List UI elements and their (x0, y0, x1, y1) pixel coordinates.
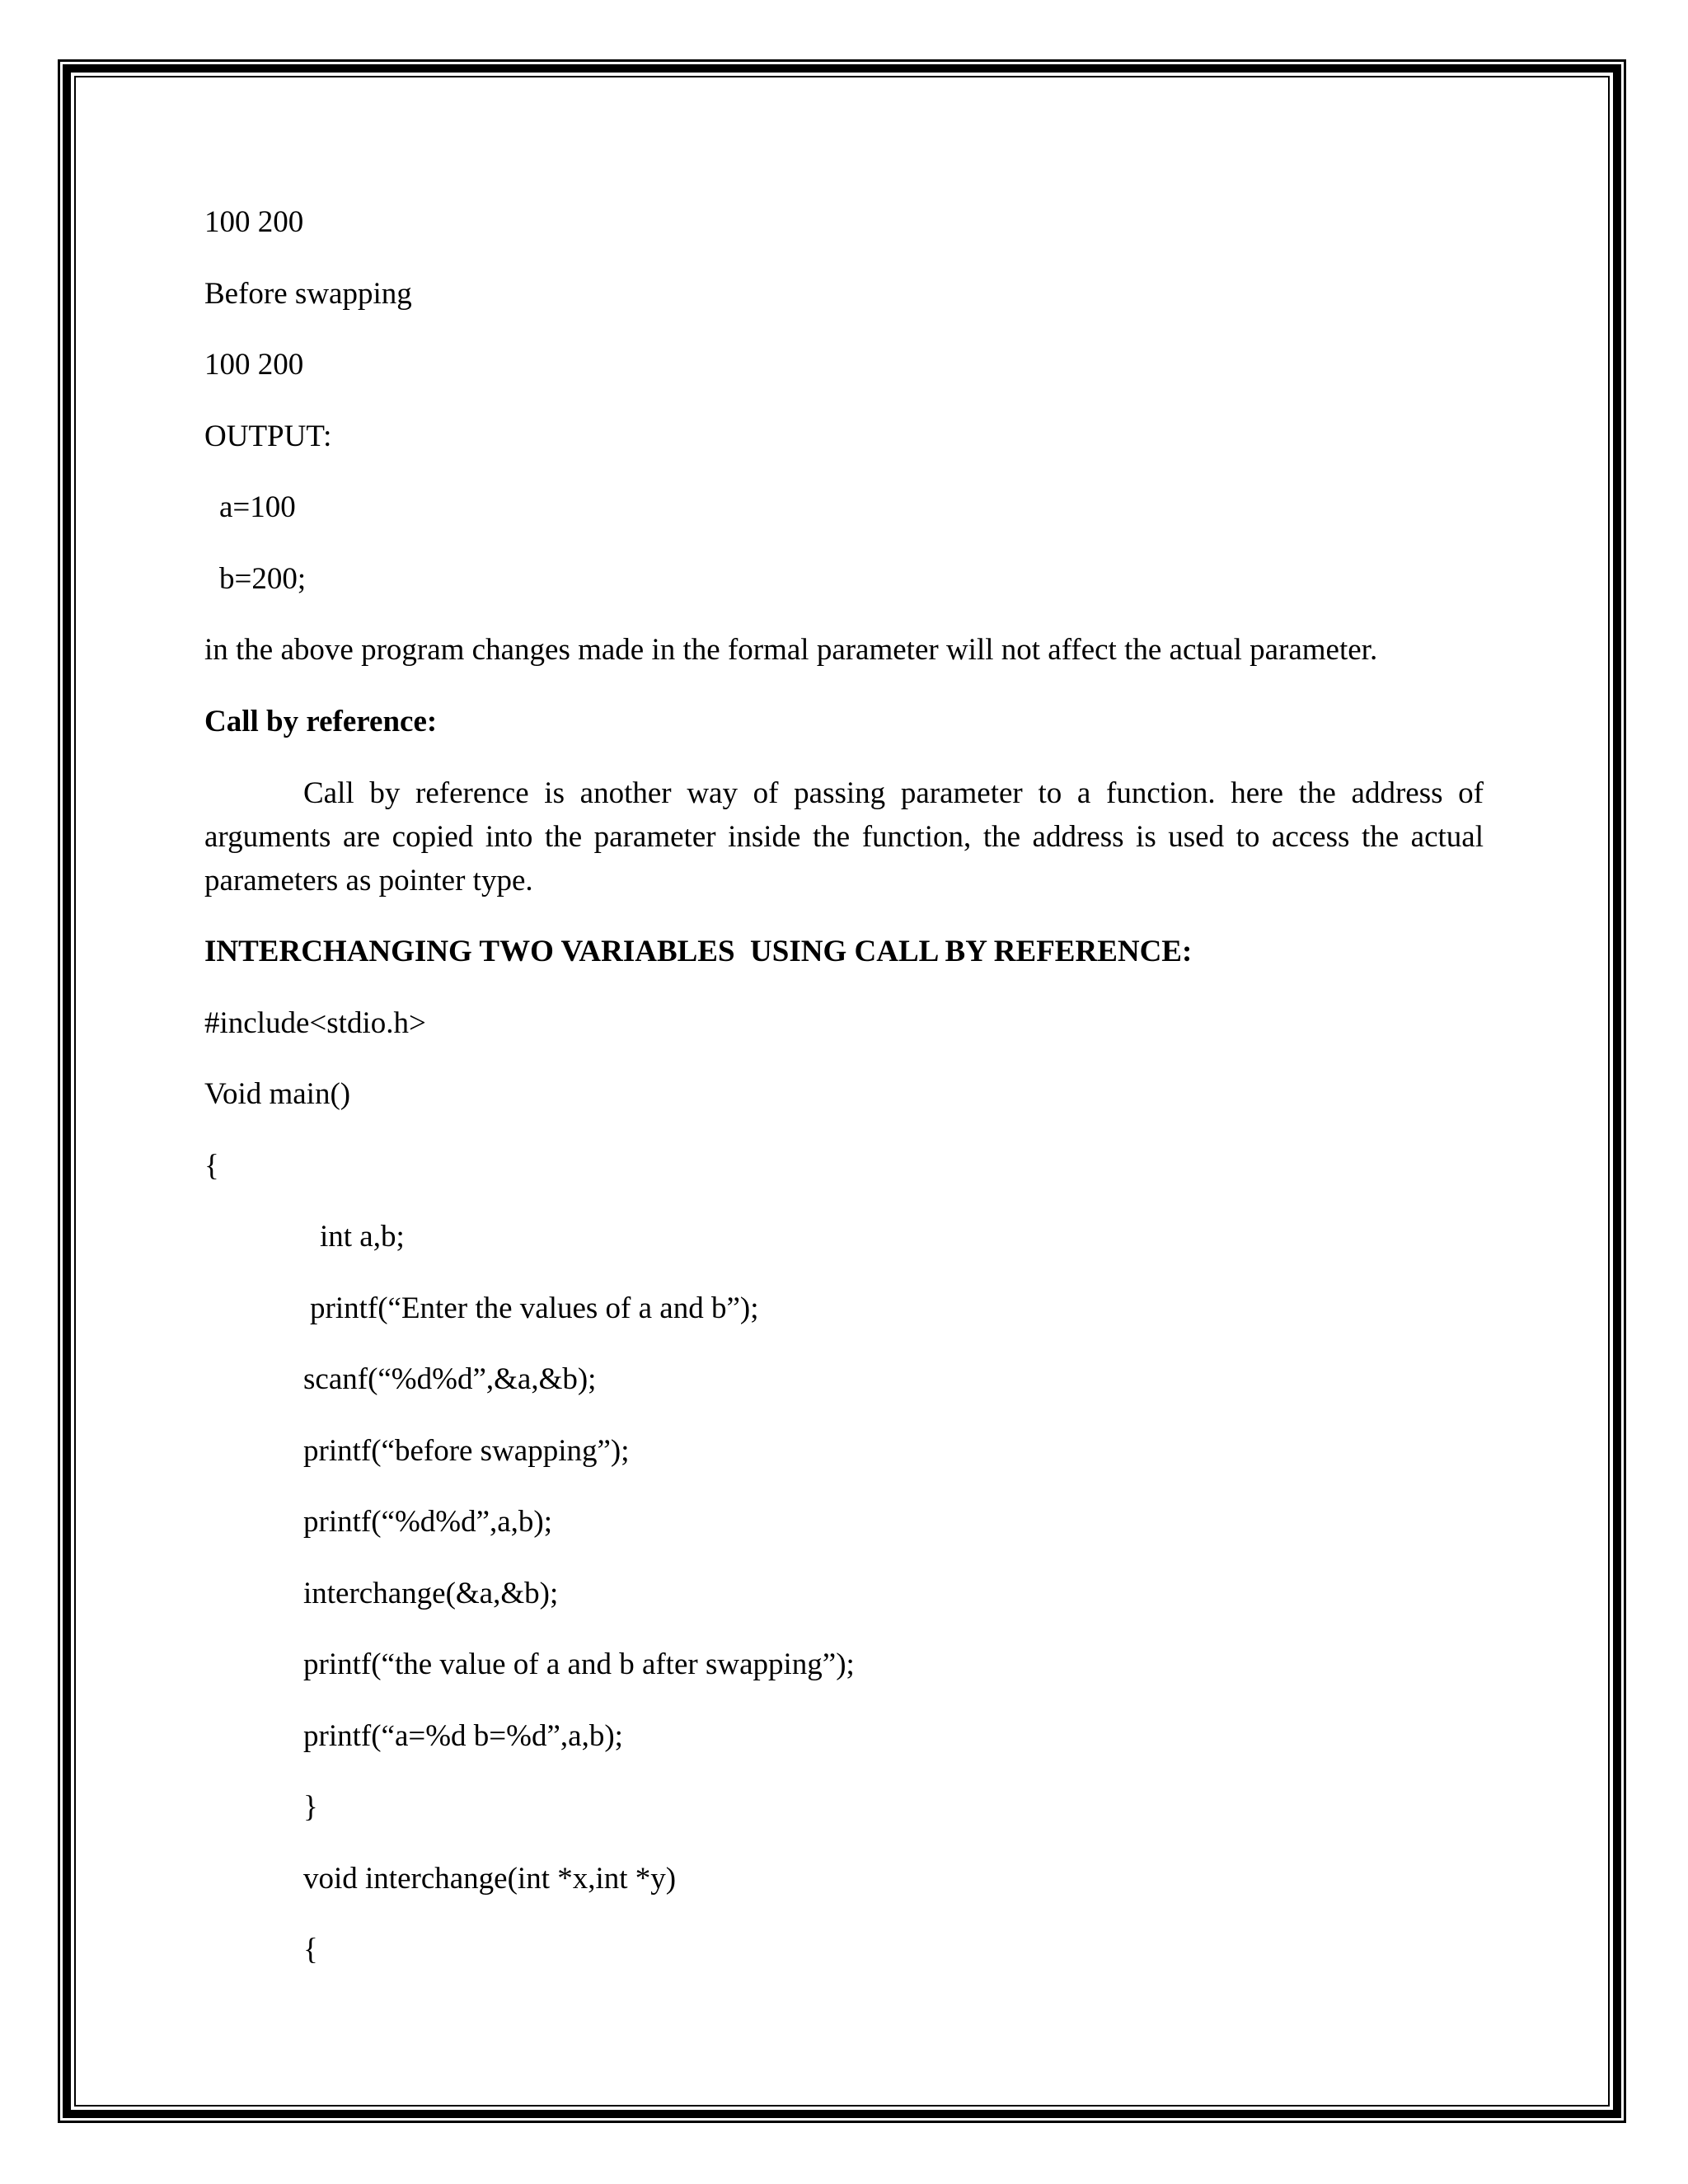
code-open-brace-2: { (303, 1933, 318, 1966)
note-line: in the above program changes made in the formal parameter will not affect the actual parameter. (204, 633, 1378, 667)
code-scanf: scanf(“%d%d”,&a,&b); (303, 1362, 597, 1396)
code-include: #include<stdio.h> (204, 1006, 426, 1040)
code-open-brace: { (204, 1149, 219, 1183)
code-printf-enter: printf(“Enter the values of a and b”); (310, 1291, 759, 1325)
code-main-decl: Void main() (204, 1077, 351, 1111)
a-value-line: a=100 (219, 490, 296, 524)
output-label: OUTPUT: (204, 419, 332, 453)
call-by-reference-heading: Call by reference: (204, 705, 438, 738)
code-printf-before: printf(“before swapping”); (303, 1434, 630, 1468)
code-int-decl: int a,b; (320, 1220, 405, 1254)
code-printf-values: printf(“%d%d”,a,b); (303, 1505, 553, 1539)
before-swapping-text: Before swapping (204, 277, 412, 311)
b-value-line: b=200; (219, 562, 307, 596)
code-printf-after: printf(“the value of a and b after swapping”); (303, 1647, 855, 1681)
code-close-brace: } (303, 1790, 318, 1824)
output-line-2: 100 200 (204, 348, 304, 382)
call-by-reference-paragraph: Call by reference is another way of passing parameter to a function. here the address of arguments are copied into the parameter inside the function, the address is used to access the actual parameters as pointer type. (204, 776, 1484, 898)
interchanging-heading: INTERCHANGING TWO VARIABLES USING CALL BY REFERENCE: (204, 935, 1193, 968)
code-interchange-decl: void interchange(int *x,int *y) (303, 1862, 677, 1896)
code-printf-result: printf(“a=%d b=%d”,a,b); (303, 1719, 623, 1753)
code-interchange-call: interchange(&a,&b); (303, 1577, 559, 1610)
output-line-1: 100 200 (204, 205, 304, 239)
